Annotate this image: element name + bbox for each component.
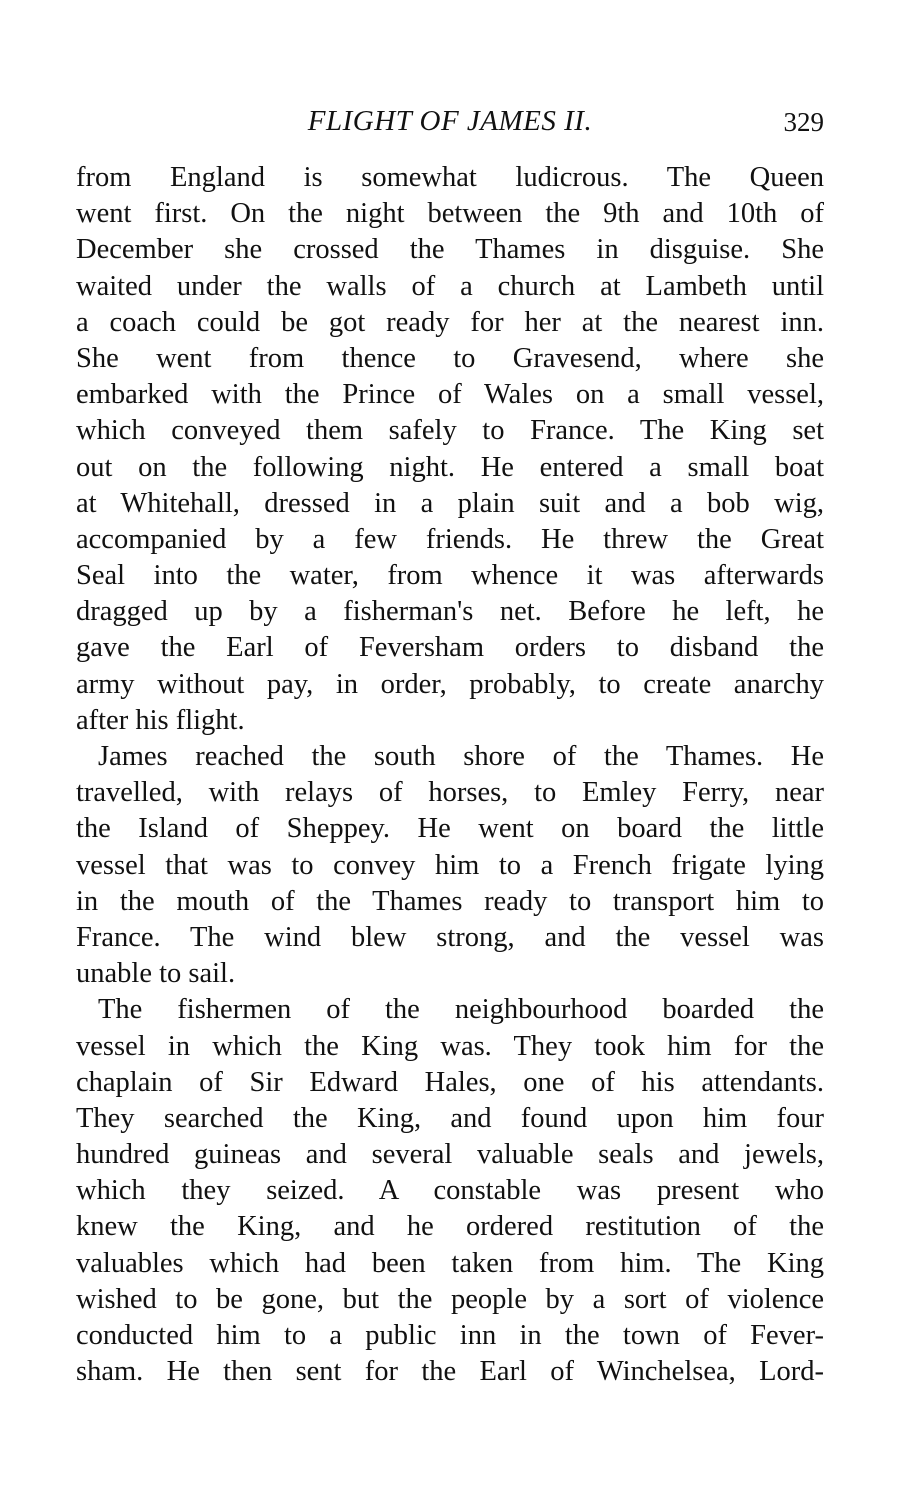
text-line: conducted him to a public inn in the town of Fever- <box>76 1320 824 1351</box>
text-line: They searched the King, and found upon him four <box>76 1102 824 1134</box>
body-text <box>76 160 824 1390</box>
text-line: James reached the south shore of the Thames. He <box>98 741 824 772</box>
text-line: the Island of Sheppey. He went on board the little <box>76 813 824 845</box>
text-line: waited under the walls of a church at Lambeth until <box>76 270 824 302</box>
text-line: valuables which had been taken from him. The King <box>76 1247 824 1279</box>
text-line: She went from thence to Gravesend, where she <box>76 342 824 374</box>
text-line: sham. He then sent for the Earl of Winchelsea, Lord- <box>76 1356 824 1388</box>
text-line: hundred guineas and several valuable seals and jewels, <box>76 1139 824 1171</box>
paragraph-3 <box>76 992 824 1390</box>
text-line: France. The wind blew strong, and the vessel was <box>76 921 824 953</box>
text-line: which conveyed them safely to France. The King set <box>76 415 824 447</box>
running-head <box>76 105 824 145</box>
text-line: chaplain of Sir Edward Hales, one of his attendants. <box>76 1066 824 1098</box>
text-line: The fishermen of the neighbourhood boarded the <box>98 994 824 1026</box>
text-line: which they seized. A constable was present who <box>76 1175 824 1207</box>
text-line: embarked with the Prince of Wales on a small vessel, <box>76 379 824 411</box>
text-line: unable to sail. <box>76 958 236 990</box>
text-line: vessel in which the King was. They took him for the <box>76 1030 824 1062</box>
page-number: 329 <box>783 107 824 137</box>
text-line: army without pay, in order, probably, to create anarchy <box>76 668 824 700</box>
text-line: dragged up by a fisherman's net. Before he left, he <box>76 596 824 628</box>
paragraph-2 <box>76 739 824 992</box>
text-line: accompanied by a few friends. He threw the Great <box>76 523 824 555</box>
text-line: out on the following night. He entered a small boat <box>76 451 824 483</box>
text-line: after his flight. <box>76 704 245 736</box>
text-line: from England is somewhat ludicrous. The Queen <box>76 162 824 193</box>
text-line: December she crossed the Thames in disguise. She <box>76 234 824 266</box>
text-line: vessel that was to convey him to a French frigate lying <box>76 849 824 881</box>
text-line: in the mouth of the Thames ready to transport him to <box>76 885 824 917</box>
text-line: knew the King, and he ordered restitution of the <box>76 1211 824 1243</box>
text-line: Seal into the water, from whence it was afterwards <box>76 560 824 592</box>
text-line: went first. On the night between the 9th and 10th of <box>76 198 824 230</box>
paragraph-1 <box>76 160 824 739</box>
text-line: gave the Earl of Feversham orders to disband the <box>76 632 824 664</box>
running-head-title: FLIGHT OF JAMES II. <box>307 105 593 137</box>
text-line: at Whitehall, dressed in a plain suit and a bob wig, <box>76 487 824 519</box>
text-line: a coach could be got ready for her at the nearest inn. <box>76 306 824 338</box>
text-line: wished to be gone, but the people by a sort of violence <box>76 1283 824 1315</box>
text-line: travelled, with relays of horses, to Emley Ferry, near <box>76 777 824 809</box>
